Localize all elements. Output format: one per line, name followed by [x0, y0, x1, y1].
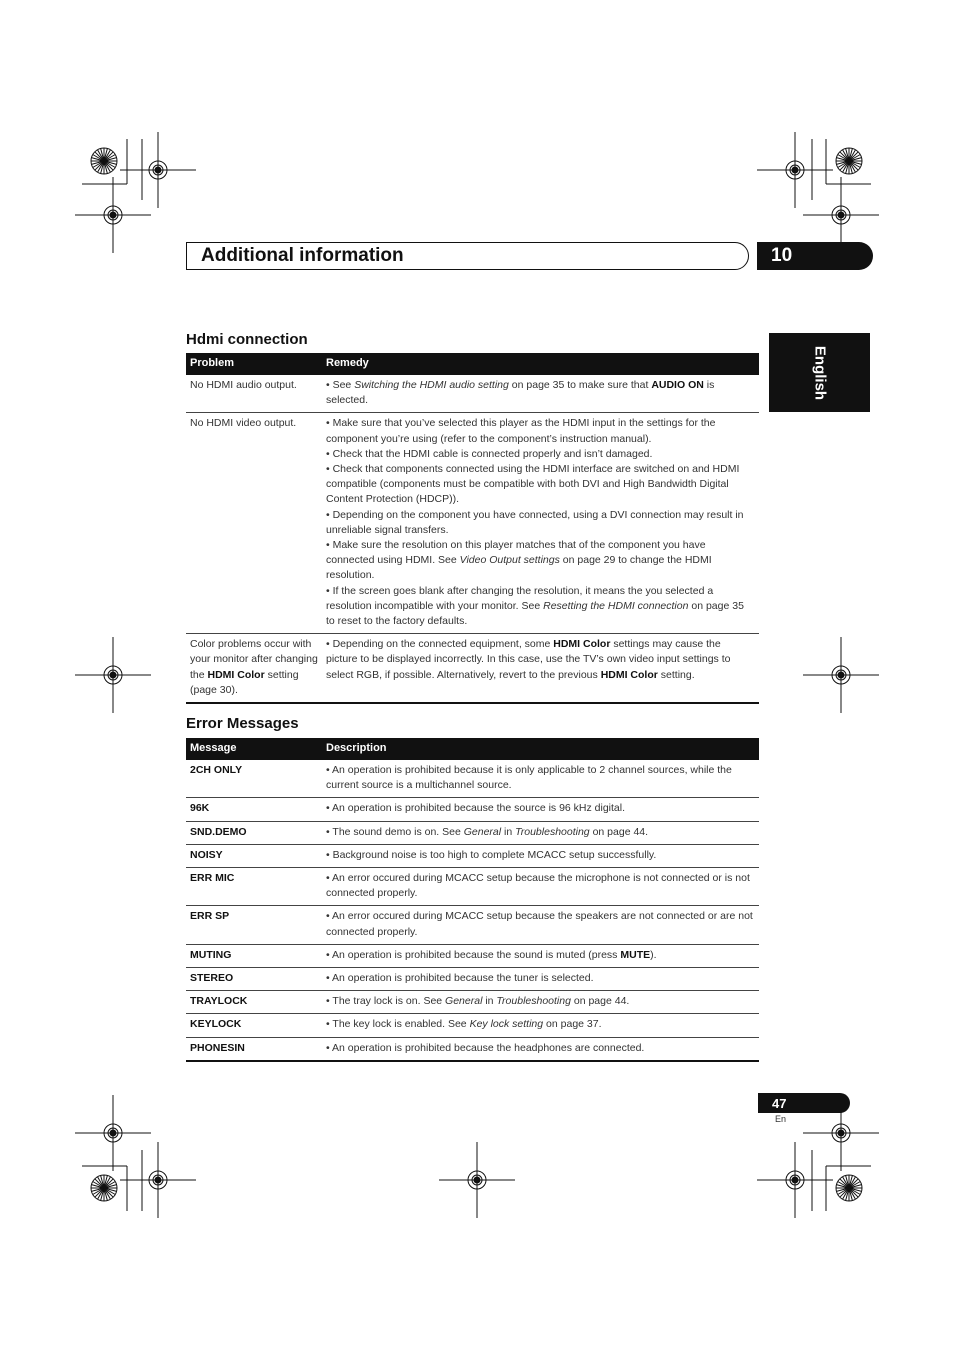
remedy-cell	[322, 634, 759, 703]
text-run: • An operation is prohibited because it is only applicable to 2 channel sources, while the current source is a multichannel source.	[326, 764, 732, 792]
text-run: • Depending on the component you have connected, using a DVI connection may result in unreliable signal transfers.	[326, 508, 744, 536]
text-run: on page 37.	[543, 1018, 602, 1031]
description-cell	[322, 991, 759, 1014]
remedy-paragraph	[326, 538, 755, 584]
text-run: No HDMI audio output.	[190, 379, 297, 391]
description-cell	[322, 944, 759, 967]
registration-mark-stroke	[155, 1177, 161, 1183]
table-row	[186, 991, 759, 1014]
text-run: HDMI Color	[553, 638, 611, 651]
table-row	[186, 798, 759, 821]
text-run: • An error occured during MCACC setup because the speakers are not connected or are not connected properly.	[326, 910, 753, 938]
text-run: Video Output settings	[459, 554, 560, 567]
text-run: on page 44.	[589, 825, 649, 838]
hdmi-section-heading: Hdmi connection	[186, 331, 308, 348]
registration-mark-stroke	[110, 212, 116, 218]
description-cell	[322, 821, 759, 844]
message-cell: NOISY	[186, 844, 322, 867]
language-tab-label: English	[811, 345, 828, 400]
table-row	[186, 968, 759, 991]
description-cell	[322, 1014, 759, 1037]
registration-mark-stroke	[155, 167, 161, 173]
remedy-paragraph	[326, 462, 755, 508]
description-cell	[322, 760, 759, 798]
error-messages-heading: Error Messages	[186, 715, 299, 732]
chapter-number: 10	[757, 242, 873, 270]
text-run: Troubleshooting	[496, 995, 571, 1008]
table-header-row	[186, 353, 759, 375]
text-run: • An operation is prohibited because the headphones are connected.	[326, 1041, 645, 1054]
text-run: • If the screen goes blank after changing the resolution, it means the you selected a resolution incompatible with your monitor. See	[326, 584, 714, 612]
page-number: 47	[758, 1093, 850, 1113]
text-run: No HDMI video output.	[190, 417, 297, 430]
table-row	[186, 1014, 759, 1037]
registration-mark-stroke	[838, 212, 844, 218]
remedy-paragraph	[326, 584, 755, 630]
text-run: Resetting the HDMI connection	[543, 599, 689, 612]
table-row	[186, 375, 759, 413]
text-run: in	[501, 825, 516, 838]
registration-mark-stroke	[110, 1130, 116, 1136]
text-run: • The key lock is enabled. See	[326, 1018, 470, 1031]
text-run: • Background noise is too high to complete MCACC setup successfully.	[326, 848, 657, 861]
problem-cell	[186, 413, 322, 634]
text-run: Key lock setting	[469, 1018, 544, 1031]
text-run: AUDIO ON	[651, 379, 704, 391]
registration-mark-stroke	[838, 672, 844, 678]
remedy-cell	[322, 375, 759, 413]
text-run: in	[482, 995, 497, 1008]
text-run: • See	[326, 379, 355, 391]
message-cell: ERR MIC	[186, 868, 322, 906]
remedy-paragraph	[326, 508, 755, 538]
message-cell: STEREO	[186, 968, 322, 991]
remedy-paragraph	[326, 416, 755, 446]
text-run: • Depending on the connected equipment, some	[326, 638, 554, 651]
text-run: is selected.	[326, 379, 715, 407]
text-run: • An operation is prohibited because the source is 96 kHz digital.	[326, 802, 626, 815]
text-run: ).	[650, 948, 657, 961]
registration-mark-stroke	[474, 1177, 480, 1183]
description-cell	[322, 1037, 759, 1061]
message-cell: PHONESIN	[186, 1037, 322, 1061]
chapter-title-bar	[186, 242, 749, 270]
remedy-paragraph	[326, 447, 755, 462]
message-cell: TRAYLOCK	[186, 991, 322, 1014]
description-cell	[322, 968, 759, 991]
text-run: setting (page 30).	[190, 668, 299, 696]
description-cell	[322, 844, 759, 867]
text-run: HDMI Color	[207, 668, 265, 681]
column-header-remedy: Remedy	[322, 353, 759, 375]
language-tab	[769, 333, 870, 412]
registration-mark-stroke	[110, 672, 116, 678]
remedy-paragraph	[326, 378, 755, 408]
table-row	[186, 821, 759, 844]
text-run: • Check that components connected using the HDMI interface are switched on and HDMI compatible (components must be compatible with both DVI and High Bandwidth Digital Content Protection (HDCP)).	[326, 463, 740, 506]
column-header-description: Description	[322, 738, 759, 760]
table-header-row	[186, 738, 759, 760]
registration-mark-stroke	[792, 1177, 798, 1183]
table-row	[186, 868, 759, 906]
table-row	[186, 844, 759, 867]
hdmi-table-body	[186, 375, 759, 703]
message-cell: ERR SP	[186, 906, 322, 944]
column-header-message: Message	[186, 738, 322, 760]
description-cell	[322, 906, 759, 944]
text-run: General	[445, 995, 483, 1008]
text-run: on page 35 to reset to the factory defaults.	[326, 599, 744, 628]
problem-cell	[186, 375, 322, 413]
message-cell: MUTING	[186, 944, 322, 967]
text-run: HDMI Color	[600, 668, 658, 681]
text-run: • An operation is prohibited because the sound is muted (press	[326, 948, 621, 961]
chapter-title: Additional information	[201, 245, 404, 266]
message-cell: 96K	[186, 798, 322, 821]
table-row	[186, 760, 759, 798]
text-run: on page 29 to change the HDMI resolution.	[326, 554, 712, 582]
page-language-code: En	[775, 1114, 787, 1124]
text-run: • The tray lock is on. See	[326, 995, 446, 1008]
text-run: • An error occured during MCACC setup because the microphone is not connected or is not connected properly.	[326, 872, 750, 900]
text-run: on page 44.	[570, 995, 630, 1008]
text-run: settings may cause the picture to be displayed incorrectly. In this case, use the TV’s own video input settings to select RGB, if possible. Alternatively, revert to the previous	[326, 638, 731, 681]
description-cell	[322, 868, 759, 906]
table-row	[186, 413, 759, 634]
text-run: • Make sure the resolution on this player matches that of the component you have connected using HDMI. See	[326, 539, 706, 567]
error-messages-table	[186, 738, 759, 1062]
registration-mark-stroke	[838, 1130, 844, 1136]
text-run: setting.	[657, 668, 695, 681]
text-run: on page 35 to make sure that	[508, 379, 652, 391]
text-run: • The sound demo is on. See	[326, 825, 464, 838]
problem-cell	[186, 634, 322, 703]
description-cell	[322, 798, 759, 821]
table-row	[186, 634, 759, 703]
error-table-body	[186, 760, 759, 1061]
column-header-problem: Problem	[186, 353, 322, 375]
text-run: • An operation is prohibited because the tuner is selected.	[326, 972, 594, 985]
text-run: • Make sure that you’ve selected this player as the HDMI input in the settings for the component you’re using (refer to the component’s instruction manual).	[326, 417, 716, 445]
text-run: MUTE	[620, 948, 651, 961]
registration-mark-stroke	[792, 167, 798, 173]
hdmi-troubleshooting-table	[186, 353, 759, 704]
text-run: Color problems occur with your monitor after changing the	[190, 638, 318, 681]
table-row	[186, 1037, 759, 1061]
remedy-cell	[322, 413, 759, 634]
remedy-paragraph	[326, 637, 755, 683]
message-cell: SND.DEMO	[186, 821, 322, 844]
text-run: General	[463, 825, 502, 838]
text-run: • Check that the HDMI cable is connected properly and isn’t damaged.	[326, 447, 653, 460]
table-row	[186, 944, 759, 967]
message-cell: KEYLOCK	[186, 1014, 322, 1037]
table-row	[186, 906, 759, 944]
text-run: Switching the HDMI audio setting	[354, 379, 509, 391]
message-cell: 2CH ONLY	[186, 760, 322, 798]
text-run: Troubleshooting	[515, 825, 590, 838]
